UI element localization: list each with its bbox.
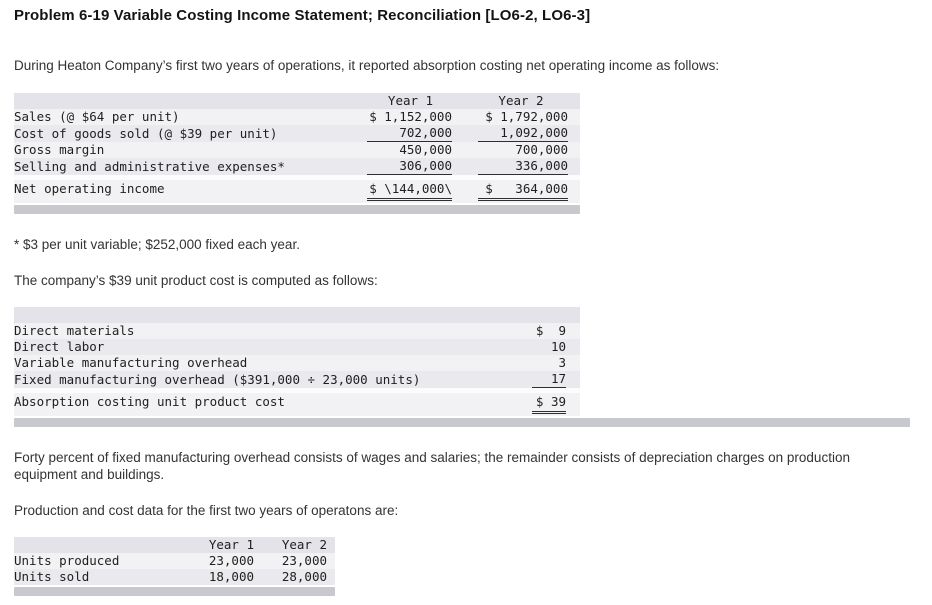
value-double-underlined: $ 364,000 [478, 181, 568, 201]
cell-amount [494, 339, 580, 355]
table-row-total [14, 180, 580, 203]
value: 3 [558, 355, 566, 370]
cell-year2 [462, 180, 580, 203]
table-row [14, 569, 335, 585]
value: 450,000 [399, 142, 452, 157]
problem-page [14, 7, 916, 596]
table-row [14, 109, 580, 125]
value-underlined: 17 [532, 371, 566, 388]
row-label: Fixed manufacturing overhead ($391,000 ÷ 23,000 units) [14, 371, 494, 388]
row-label: Cost of goods sold (@ $39 per unit) [14, 125, 359, 142]
footnote-text: * $3 per unit variable; $252,000 fixed each year. [14, 237, 300, 252]
value: 700,000 [515, 142, 568, 157]
col-header-year2: Year 2 [262, 537, 335, 553]
value-double-underlined: $ 39 [532, 394, 566, 414]
cell-year2 [462, 109, 580, 125]
cell-year1 [359, 125, 462, 142]
cell-year1 [189, 569, 262, 585]
cell-year2 [262, 569, 335, 585]
value-underlined: 702,000 [367, 125, 452, 142]
value: 23,000 [281, 553, 327, 568]
row-label: Selling and administrative expenses* [14, 158, 359, 175]
col-header-year1: Year 1 [359, 93, 462, 109]
table-row [14, 125, 580, 142]
overhead-note: Forty percent of fixed manufacturing overhead consists of wages and salaries; the remainder consists of depreciation charges on production equipment and buildings. [14, 450, 850, 482]
row-label: Absorption costing unit product cost [14, 393, 494, 416]
value: 28,000 [281, 569, 327, 584]
unit-cost-table [14, 307, 580, 416]
unit-cost-intro: The company’s $39 unit product cost is computed as follows: [14, 273, 378, 288]
col-header-year2: Year 2 [462, 93, 580, 109]
row-label: Direct labor [14, 339, 494, 355]
cell-year1 [359, 180, 462, 203]
production-table-scrollbar[interactable] [14, 587, 335, 596]
cell-amount [494, 371, 580, 388]
value-underlined: 306,000 [367, 158, 452, 175]
value-underlined: 336,000 [478, 158, 568, 175]
income-table-scrollbar[interactable] [14, 205, 580, 214]
value: 10 [550, 339, 566, 354]
header-blank-cell [14, 93, 359, 109]
cell-year2 [462, 125, 580, 142]
production-intro: Production and cost data for the first two years of operatons are: [14, 503, 399, 518]
cell-year1 [359, 109, 462, 125]
cell-amount [494, 323, 580, 339]
col-header-year1: Year 1 [189, 537, 262, 553]
table-row-total [14, 393, 580, 416]
value-double-underlined: $ \144,000\ [367, 181, 452, 201]
cell-year1 [359, 158, 462, 175]
intro-paragraph: During Heaton Company’s first two years of operations, it reported absorption costing net operating income as follows: [14, 58, 720, 73]
table-header-row [14, 93, 580, 109]
row-label: Sales (@ $64 per unit) [14, 109, 359, 125]
cell-year2 [262, 553, 335, 569]
cell-amount [494, 355, 580, 371]
header-blank-cell [14, 307, 580, 323]
cell-year2 [462, 158, 580, 175]
production-table [14, 537, 335, 585]
value: $ 1,792,000 [485, 109, 568, 124]
row-label: Units produced [14, 553, 189, 569]
row-label: Variable manufacturing overhead [14, 355, 494, 371]
cell-amount [494, 393, 580, 416]
row-label: Units sold [14, 569, 189, 585]
row-label: Gross margin [14, 142, 359, 158]
cell-year2 [462, 142, 580, 158]
value: 23,000 [208, 553, 254, 568]
table-row [14, 355, 580, 371]
table-row [14, 323, 580, 339]
table-header-row [14, 537, 335, 553]
value: $ 9 [535, 323, 566, 338]
value: $ 1,152,000 [369, 109, 452, 124]
unit-cost-table-scrollbar[interactable] [14, 418, 910, 427]
value: 18,000 [208, 569, 254, 584]
table-row [14, 142, 580, 158]
value-underlined: 1,092,000 [478, 125, 568, 142]
table-row [14, 339, 580, 355]
problem-title: Problem 6-19 Variable Costing Income Statement; Reconciliation [LO6-2, LO6-3] [14, 7, 591, 24]
table-row [14, 553, 335, 569]
cell-year1 [189, 553, 262, 569]
table-row [14, 158, 580, 175]
header-blank-cell [14, 537, 189, 553]
cell-year1 [359, 142, 462, 158]
row-label: Direct materials [14, 323, 494, 339]
table-row [14, 371, 580, 388]
income-statement-table [14, 93, 580, 203]
row-label: Net operating income [14, 180, 359, 203]
table-header-row [14, 307, 580, 323]
